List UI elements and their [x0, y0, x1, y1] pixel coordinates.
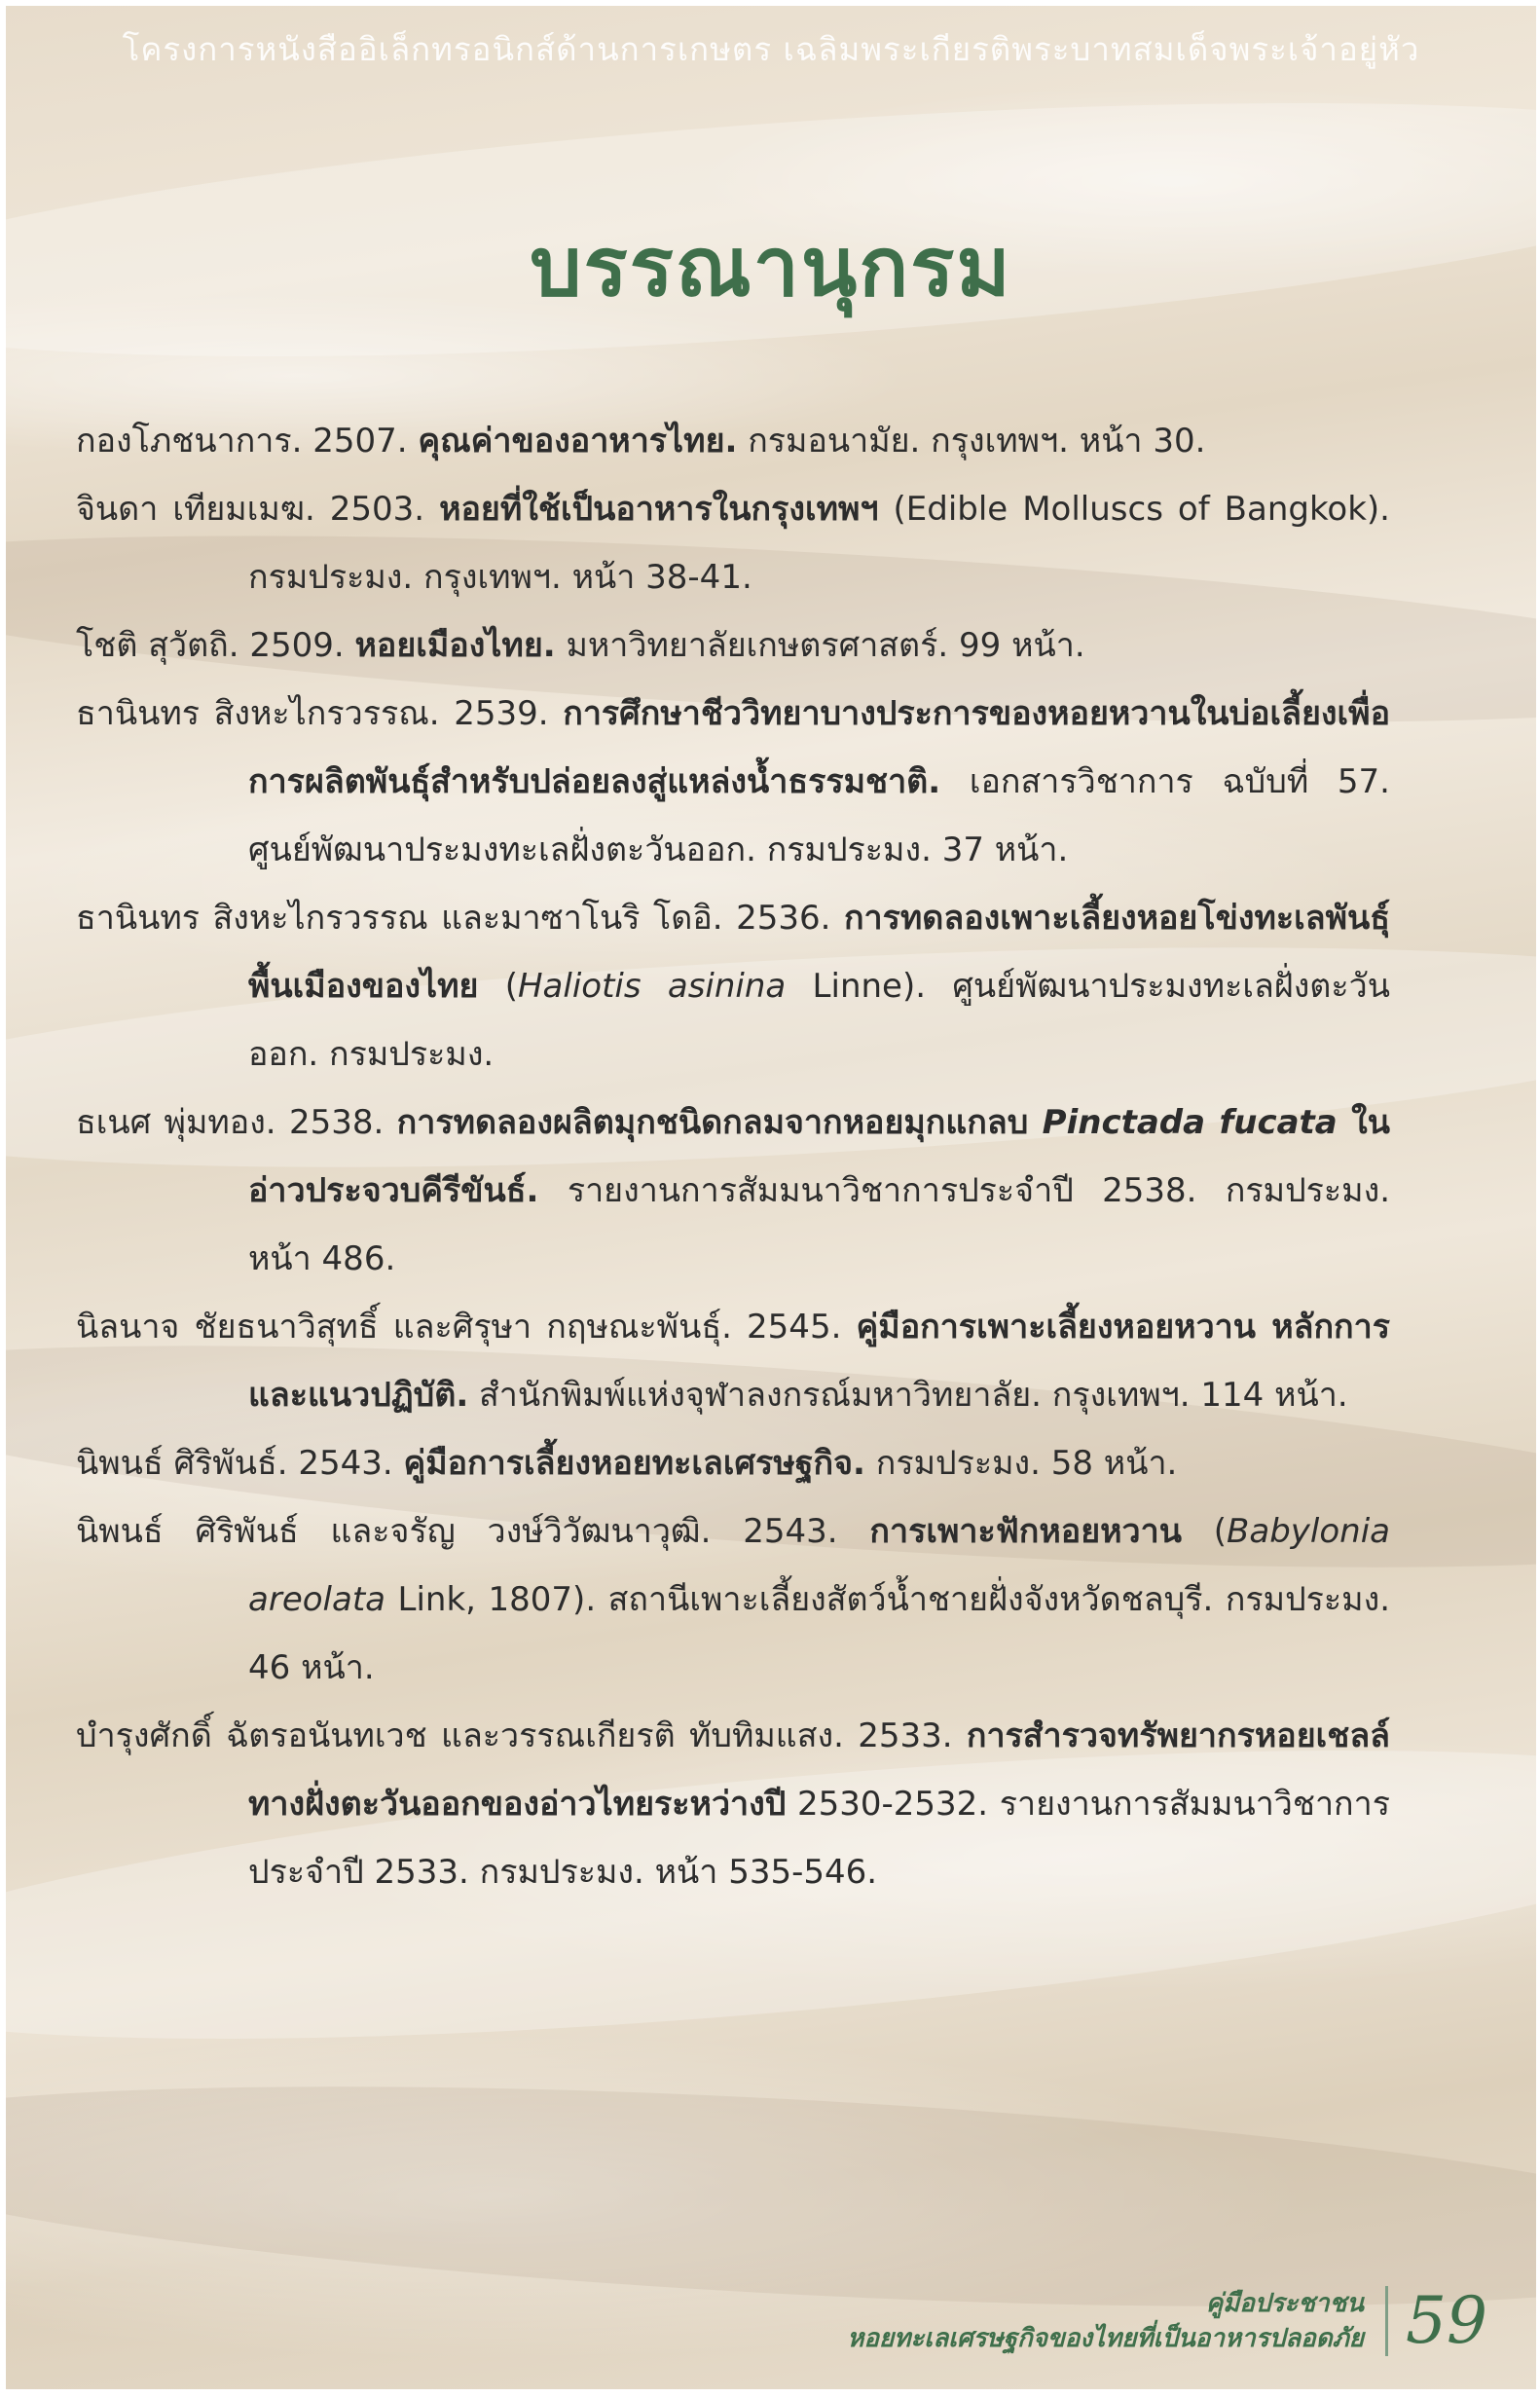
reference-item	[76, 1293, 1390, 1429]
reference-publisher: สำนักพิมพ์แห่งจุฬาลงกรณ์มหาวิทยาลัย. กรุงเทพฯ. 114 หน้า.	[468, 1376, 1348, 1415]
reference-publisher: 2530-2532. รายงานการสัมมนาวิชาการประจำปี 2533. กรมประมง. หน้า 535-546.	[248, 1785, 1390, 1892]
reference-title: การทดลองผลิตมุกชนิดกลมจากหอยมุกแกลบ	[396, 1103, 1043, 1142]
reference-publisher: Link, 1807). สถานีเพาะเลี้ยงสัตว์น้ำชายฝั่งจังหวัดชลบุรี. กรมประมง. 46 หน้า.	[248, 1580, 1390, 1687]
reference-item	[76, 407, 1390, 475]
reference-author-year: ธเนศ พุ่มทอง. 2538.	[76, 1103, 397, 1142]
reference-item	[76, 884, 1390, 1088]
reference-publisher: (Edible Molluscs of Bangkok). กรมประมง. กรุงเทพฯ. หน้า 38-41.	[248, 490, 1390, 597]
reference-title: คู่มือการเพาะเลี้ยงหอยหวาน หลักการและแนวปฏิบัติ.	[248, 1308, 1390, 1415]
reference-publisher: รายงานการสัมมนาวิชาการประจำปี 2538. กรมประมง. หน้า 486.	[248, 1171, 1390, 1278]
header-banner: โครงการหนังสืออิเล็กทรอนิกส์ด้านการเกษตร เฉลิมพระเกียรติพระบาทสมเด็จพระเจ้าอยู่หัว	[122, 30, 1420, 68]
reference-publisher: กรมอนามัย. กรุงเทพฯ. หน้า 30.	[737, 422, 1206, 461]
reference-author-year: บำรุงศักดิ์ ฉัตรอนันทเวช และวรรณเกียรติ ทับทิมแสง. 2533.	[76, 1716, 967, 1755]
reference-punctuation: (	[478, 967, 518, 1006]
reference-title: การศึกษาชีววิทยาบางประการของหอยหวานในบ่อเลี้ยงเพื่อการผลิตพันธุ์สำหรับปล่อยลงสู่แหล่งน้ำธรรมชาติ.	[248, 694, 1390, 801]
reference-punctuation: (	[1181, 1512, 1228, 1551]
reference-author-year: ธานินทร สิงหะไกรวรรณ และมาซาโนริ โดอิ. 2536.	[76, 899, 844, 938]
reference-list	[76, 407, 1390, 1906]
page-title: บรรณานุกรม	[530, 219, 1012, 314]
page-footer	[847, 2283, 1487, 2358]
reference-scientific-name: Babylonia areolata	[248, 1512, 1390, 1619]
reference-title: คุณค่าของอาหารไทย.	[418, 422, 738, 461]
reference-title: คู่มือการเลี้ยงหอยทะเลเศรษฐกิจ.	[403, 1444, 865, 1483]
reference-title: การเพาะฟักหอยหวาน	[869, 1512, 1182, 1551]
footer-series-name: คู่มือประชาชน	[1205, 2289, 1365, 2318]
reference-title-continued: ในอ่าวประจวบคีรีขันธ์.	[248, 1103, 1390, 1210]
reference-item	[76, 611, 1390, 680]
reference-scientific-name: Haliotis asinina	[517, 967, 787, 1006]
reference-publisher: เอกสารวิชาการ ฉบับที่ 57. ศูนย์พัฒนาประมงทะเลฝั่งตะวันออก. กรมประมง. 37 หน้า.	[248, 762, 1390, 869]
reference-author-year: กองโภชนาการ. 2507.	[76, 422, 419, 461]
footer-book-title	[847, 2286, 1388, 2356]
reference-item	[76, 1088, 1390, 1293]
page	[6, 6, 1536, 2389]
reference-item	[76, 680, 1390, 884]
reference-item	[76, 1497, 1390, 1702]
reference-publisher: กรมประมง. 58 หน้า.	[864, 1444, 1178, 1483]
reference-item	[76, 1429, 1390, 1497]
page-number: 59	[1406, 2283, 1487, 2358]
reference-author-year: นิลนาจ ชัยธนาวิสุทธิ์ และศิรุษา กฤษณะพันธุ์. 2545.	[76, 1308, 857, 1347]
reference-author-year: ธานินทร สิงหะไกรวรรณ. 2539.	[76, 694, 564, 733]
reference-title: หอยเมืองไทย.	[354, 626, 556, 665]
reference-title: หอยที่ใช้เป็นอาหารในกรุงเทพฯ	[439, 490, 879, 529]
reference-title: การทดลองเพาะเลี้ยงหอยโข่งทะเลพันธุ์พื้นเมืองของไทย	[248, 899, 1390, 1006]
reference-author-year: โชติ สุวัตถิ. 2509.	[76, 626, 355, 665]
reference-item	[76, 475, 1390, 611]
reference-title: การสำรวจทรัพยากรหอยเชลล์ทางฝั่งตะวันออกของอ่าวไทยระหว่างปี	[248, 1716, 1390, 1824]
reference-publisher: Linne). ศูนย์พัฒนาประมงทะเลฝั่งตะวันออก. กรมประมง.	[248, 967, 1390, 1074]
reference-author-year: จินดา เทียมเมฆ. 2503.	[76, 490, 440, 529]
reference-author-year: นิพนธ์ ศิริพันธ์. 2543.	[76, 1444, 404, 1483]
reference-item	[76, 1702, 1390, 1906]
reference-publisher: มหาวิทยาลัยเกษตรศาสตร์. 99 หน้า.	[555, 626, 1085, 665]
reference-author-year: นิพนธ์ ศิริพันธ์ และจรัญ วงษ์วิวัฒนาวุฒิ. 2543.	[76, 1512, 870, 1551]
reference-scientific-name: Pinctada fucata	[1042, 1103, 1338, 1142]
footer-book-name: หอยทะเลเศรษฐกิจของไทยที่เป็นอาหารปลอดภัย	[847, 2324, 1365, 2353]
